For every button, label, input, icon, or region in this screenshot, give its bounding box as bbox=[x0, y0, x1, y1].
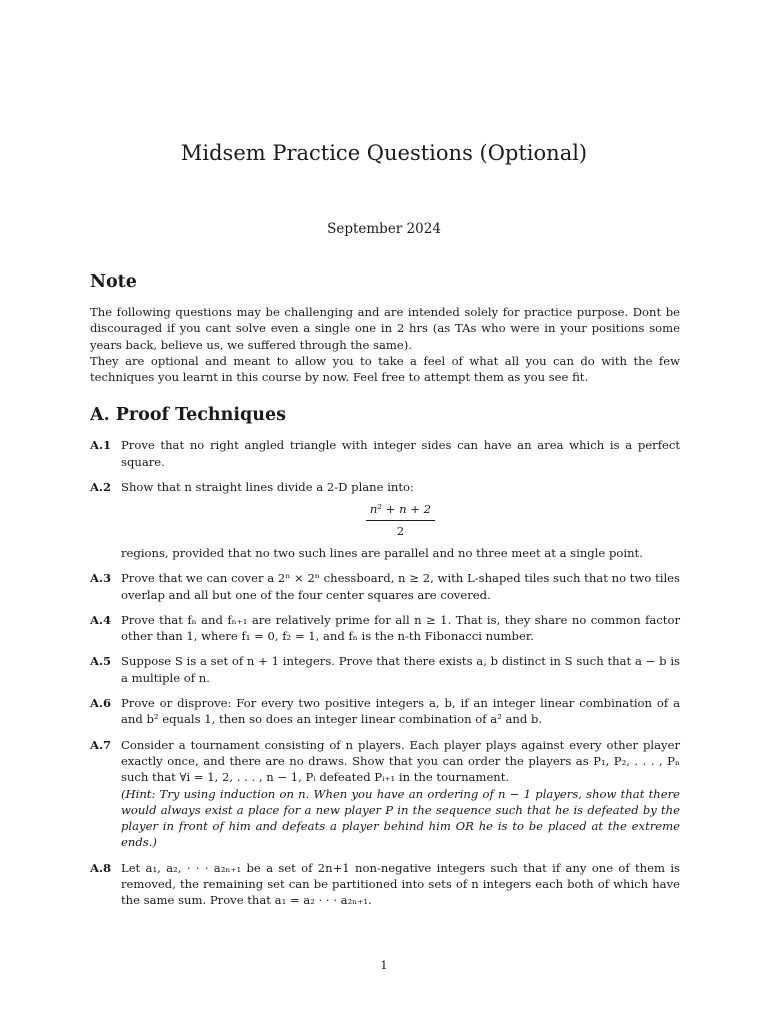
question-a7 bbox=[90, 737, 680, 851]
fraction bbox=[366, 501, 435, 539]
question-text: Suppose S is a set of n + 1 integers. Prove that there exists a, b distinct in S such that a − b is a multiple of n. bbox=[121, 654, 680, 685]
question-number: A.4 bbox=[90, 612, 112, 627]
question-text: Prove or disprove: For every two positive integers a, b, if an integer linear combination of a and b² equals 1, then so does an integer linear combination of a² and b. bbox=[121, 696, 680, 727]
question-text-continued: regions, provided that no two such lines are parallel and no three meet at a single point. bbox=[121, 545, 643, 560]
page-number: 1 bbox=[380, 958, 388, 972]
section-proof-techniques bbox=[90, 403, 680, 908]
question-text: Prove that fₙ and fₙ₊₁ are relatively prime for all n ≥ 1. That is, they share no common factor other than 1, where f₁ = 0, f₂ = 1, and fₙ is the n-th Fibonacci number. bbox=[121, 612, 680, 644]
document-date: September 2024 bbox=[327, 221, 441, 237]
question-text: Consider a tournament consisting of n players. Each player plays against every other player exactly once, and there are no draws. Show that you can order the players as P₁, P₂, . . . , Pₙ such that ∀i = 1, 2, . . . , n − 1, Pᵢ defeated Pᵢ₊₁ in the tournament. bbox=[121, 737, 680, 785]
question-number: A.1 bbox=[90, 438, 112, 453]
question-a1 bbox=[90, 437, 680, 470]
question-text: Let a₁, a₂, · · · a₂ₙ₊₁ be a set of 2n+1 non-negative integers such that if any one of them is removed, the remaining set can be partitioned into sets of n integers each both of which have the same sum. Prove that a₁ = a₂ · · · a₂ₙ₊₁. bbox=[121, 860, 680, 908]
document-title: Midsem Practice Questions (Optional) bbox=[180, 141, 588, 165]
regions-formula bbox=[121, 501, 680, 539]
question-a4 bbox=[90, 612, 680, 645]
note-paragraph-1: The following questions may be challenging and are intended solely for practice purpose. Dont be discouraged if you cant solve even a single one in 2 hrs (as TAs who were in your positions some years back, believe us, we suffered through the same). bbox=[90, 305, 680, 352]
question-hint: (Hint: Try using induction on n. When you have an ordering of n − 1 players, show that there would always exist a place for a new player P in the sequence such that he is defeated by the player in front of him and defeats a player behind him OR he is to be placed at the extreme ends.) bbox=[121, 786, 680, 850]
fraction-denominator: 2 bbox=[396, 523, 405, 538]
question-text: Show that n straight lines divide a 2-D plane into: bbox=[121, 480, 414, 495]
question-number: A.2 bbox=[90, 480, 112, 495]
section-a-heading: A. Proof Techniques bbox=[90, 405, 286, 426]
document-body bbox=[90, 270, 680, 918]
question-body bbox=[121, 479, 680, 561]
question-text: Prove that we can cover a 2ⁿ × 2ⁿ chessboard, n ≥ 2, with L-shaped tiles such that no two tiles overlap and all but one of the four center squares are covered. bbox=[121, 571, 680, 602]
note-heading: Note bbox=[90, 272, 137, 292]
question-a8 bbox=[90, 860, 680, 909]
question-number: A.7 bbox=[90, 737, 112, 752]
question-a3 bbox=[90, 570, 680, 603]
question-text: Prove that no right angled triangle with integer sides can have an area which is a perfect square. bbox=[121, 438, 680, 469]
note-section bbox=[90, 270, 680, 385]
question-a2 bbox=[90, 479, 680, 561]
question-number: A.3 bbox=[90, 571, 112, 586]
question-number: A.5 bbox=[90, 654, 112, 669]
question-body bbox=[121, 737, 680, 851]
question-number: A.6 bbox=[90, 696, 112, 711]
note-paragraph-2: They are optional and meant to allow you to take a feel of what all you can do with the few techniques you learnt in this course by now. Feel free to attempt them as you see fit. bbox=[90, 353, 680, 385]
question-a5 bbox=[90, 653, 680, 686]
question-a6 bbox=[90, 695, 680, 728]
question-number: A.8 bbox=[90, 860, 112, 875]
fraction-numerator: n² + n + 2 bbox=[366, 501, 435, 520]
